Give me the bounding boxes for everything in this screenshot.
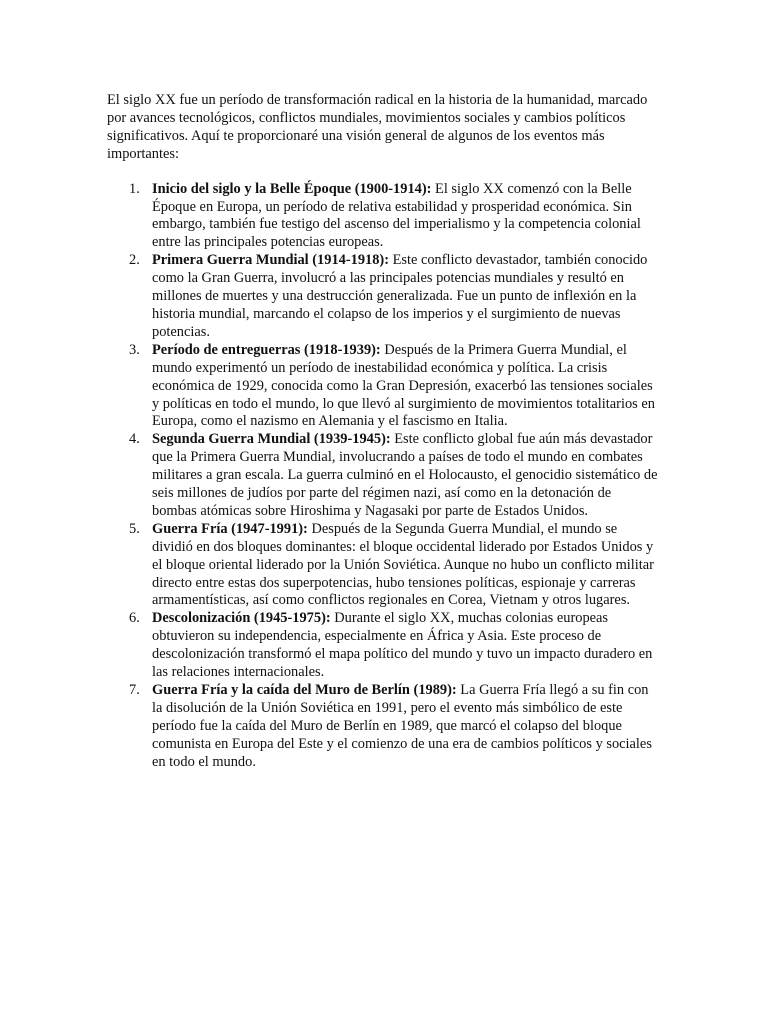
list-item-number: 4. (129, 431, 140, 448)
list-item-title: Guerra Fría y la caída del Muro de Berlín (1989): (152, 682, 461, 698)
list-item-text: Después de la Segunda Guerra Mundial, el mundo se dividió en dos bloques dominantes: el bloque occidental liderado por Estados Unidos y el bloque oriental liderado por la Unión Soviética. Aunque no hubo un conflicto militar directo entre estas dos superpotencias, hubo tensiones políticas, espionaje y carreras armamentísticas, así como conflictos regionales en Corea, Vietnam y otros lugares. (152, 520, 654, 609)
list-item-text: Este conflicto global fue aún más devastador que la Primera Guerra Mundial, involucrando a países de todo el mundo en combates militares a gran escala. La guerra culminó en el Holocausto, el genocidio sistemático de seis millones de judíos por parte del régimen nazi, así como en la detonación de bombas atómicas sobre Hiroshima y Nagasaki por parte de Estados Unidos. (152, 431, 658, 519)
list-item-title: Período de entreguerras (1918-1939): (152, 341, 385, 358)
list-item (107, 431, 659, 521)
list-item-number: 1. (129, 180, 140, 197)
list-item-text: Después de la Primera Guerra Mundial, el mundo experimentó un período de inestabilidad económica y política. La crisis económica de 1929, conocida como la Gran Depresión, exacerbó las tensiones sociales y políticas en todo el mundo, lo que llevó al surgimiento de movimientos totalitarios en Europa, como el nazismo en Alemania y el fascismo en Italia. (152, 341, 655, 430)
list-item-text: Durante el siglo XX, muchas colonias europeas obtuvieron su independencia, especialmente en África y Asia. Este proceso de descolonización transformó el mapa político del mundo y tuvo un impacto duradero en las relaciones internacionales. (152, 610, 653, 681)
list-item-title: Segunda Guerra Mundial (1939-1945): (152, 431, 395, 448)
list-item-title: Primera Guerra Mundial (1914-1918): (152, 252, 393, 269)
list-item-number: 3. (129, 341, 140, 358)
list-item-title: Guerra Fría (1947-1991): (152, 520, 312, 537)
list-item-number: 7. (129, 682, 140, 698)
list-item-title: Descolonización (1945-1975): (152, 610, 335, 627)
list-item-number: 6. (129, 610, 140, 627)
list-item (107, 521, 659, 611)
list-item (107, 682, 659, 772)
event-list (107, 181, 659, 772)
list-item-title: Inicio del siglo y la Belle Époque (1900-1914): (152, 180, 436, 197)
list-item (107, 610, 659, 682)
document-body (107, 92, 659, 772)
list-item-number: 5. (129, 520, 140, 537)
list-item (107, 181, 659, 253)
list-item (107, 252, 659, 342)
list-item-number: 2. (129, 252, 140, 269)
list-item (107, 342, 659, 432)
list-item-text: La Guerra Fría llegó a su fin con la disolución de la Unión Soviética en 1991, pero el evento más simbólico de este período fue la caída del Muro de Berlín en 1989, que marcó el colapso del bloque comunista en Europa del Este y el comienzo de una era de cambios políticos y sociales en todo el mundo. (152, 682, 652, 770)
list-item-text: Este conflicto devastador, también conocido como la Gran Guerra, involucró a las principales potencias mundiales y resultó en millones de muertes y una destrucción generalizada. Fue un punto de inflexión en la historia mundial, marcando el colapso de los imperios y el surgimiento de nuevas potencias. (152, 252, 648, 340)
intro-paragraph: El siglo XX fue un período de transformación radical en la historia de la humanidad, marcado por avances tecnológicos, conflictos mundiales, movimientos sociales y cambios políticos significativos. Aquí te proporcionaré una visión general de algunos de los eventos más importantes: (107, 92, 648, 162)
list-item-text: El siglo XX comenzó con la Belle Époque en Europa, un período de relativa estabilidad y prosperidad económica. Sin embargo, también fue testigo del ascenso del imperialismo y la competencia colonial entre las principales potencias europeas. (152, 180, 641, 251)
